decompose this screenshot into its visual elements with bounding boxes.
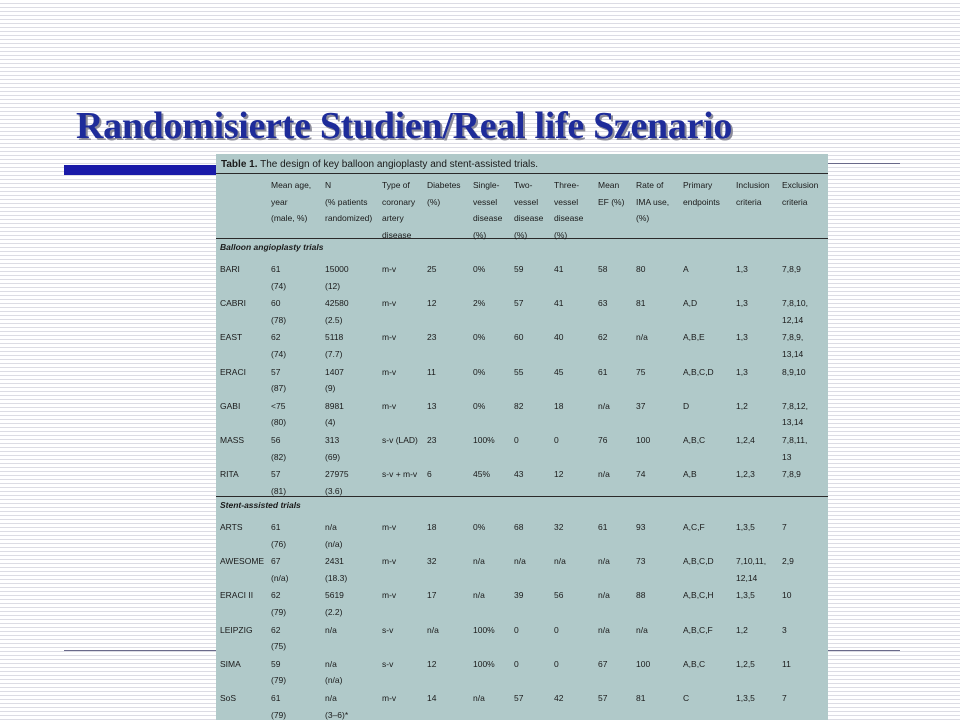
table-cell: n/a: [598, 556, 610, 567]
table-cell: A,B,C: [683, 658, 706, 669]
table-cell: 100: [636, 658, 651, 669]
table-cell: 100%: [473, 658, 495, 669]
table-cell: A,B,C,H: [683, 590, 714, 601]
section-title: Stent-assisted trials: [220, 500, 301, 510]
table-cell: 25: [427, 264, 437, 274]
table-cell: 0: [554, 658, 559, 669]
trial-name: SoS: [220, 693, 237, 703]
table-cell: C: [683, 693, 690, 703]
table-cell: m-v: [382, 400, 397, 411]
table-cell: 7,10,11, 12,14: [736, 556, 767, 583]
table-cell: 18: [427, 522, 437, 532]
table-cell: 100%: [473, 435, 495, 445]
table-cell: 42580 (2.5): [325, 298, 349, 325]
column-header: Inclusion criteria: [736, 180, 770, 207]
table-cell: 57 (81): [271, 469, 287, 496]
table-cell: 0%: [473, 264, 486, 274]
table-cell: 62 (74): [271, 332, 287, 359]
table-cell: 1,2,3: [736, 469, 755, 480]
table-row: [216, 398, 828, 432]
table-cell: 0: [514, 624, 519, 635]
table-cell: 67: [598, 658, 608, 669]
table-cell: n/a: [636, 332, 648, 343]
table-cell: 80: [636, 264, 646, 274]
table-cell: m-v: [382, 556, 397, 567]
table-cell: 23: [427, 332, 437, 343]
table-cell: m-v: [382, 366, 397, 377]
column-header: Three- vessel disease (%): [554, 180, 584, 240]
table-cell: 76: [598, 435, 608, 445]
column-header: Two- vessel disease (%): [514, 180, 544, 240]
table-cell: 61: [598, 522, 608, 532]
trial-name: CABRI: [220, 298, 246, 309]
table-cell: n/a: [325, 624, 337, 635]
table-cell: A: [683, 264, 689, 274]
table-cell: 93: [636, 522, 646, 532]
column-header: Mean age, year (male, %): [271, 180, 312, 223]
table-row: [216, 295, 828, 329]
table-cell: 32: [554, 522, 564, 532]
table-cell: n/a (3–6)*: [325, 693, 349, 720]
trials-table-image: [216, 154, 828, 720]
table-cell: n/a: [473, 590, 485, 601]
column-header: Mean EF (%): [598, 180, 625, 207]
table-cell: 57: [514, 298, 524, 309]
divider-line-bottom-left: [64, 650, 216, 651]
table-row: [216, 519, 828, 553]
table-cell: A,B,C,F: [683, 624, 713, 635]
table-cell: s-v (LAD): [382, 435, 418, 445]
section-title: Balloon angioplasty trials: [220, 242, 324, 252]
table-cell: 12: [427, 298, 437, 309]
table-cell: A,B,C: [683, 435, 706, 445]
table-cell: 8981 (4): [325, 400, 344, 428]
column-header: Type of coronary artery disease: [382, 180, 416, 240]
table-cell: 0: [554, 624, 559, 635]
table-cell: 1,3,5: [736, 590, 755, 601]
table-cell: 3: [782, 624, 787, 635]
table-cell: m-v: [382, 693, 397, 703]
table-cell: 42: [554, 693, 564, 703]
table-cell: 6: [427, 469, 432, 480]
table-cell: 100: [636, 435, 651, 445]
table-cell: 63: [598, 298, 608, 309]
table-cell: 7: [782, 693, 787, 703]
table-cell: 1,2,4: [736, 435, 755, 445]
table-cell: n/a: [598, 469, 610, 480]
table-cell: 68: [514, 522, 524, 532]
table-cell: 1407 (9): [325, 366, 344, 394]
table-cell: m-v: [382, 332, 397, 343]
column-header: Rate of IMA use, (%): [636, 180, 670, 223]
table-cell: 8,9,10: [782, 366, 806, 377]
table-cell: 62 (75): [271, 624, 287, 652]
table-row: [216, 587, 828, 621]
table-row: [216, 466, 828, 500]
table-cell: 56: [554, 590, 564, 601]
table-caption-text: The design of key balloon angioplasty and stent-assisted trials.: [257, 159, 539, 170]
table-cell: 37: [636, 400, 646, 411]
table-cell: 7,8,9: [782, 469, 801, 480]
table-cell: 100%: [473, 624, 495, 635]
table-row: [216, 622, 828, 656]
column-header: Diabetes (%): [427, 180, 461, 207]
table-cell: 40: [554, 332, 564, 343]
table-cell: 0: [554, 435, 559, 445]
table-cell: 59 (79): [271, 658, 287, 686]
table-cell: 7,8,9, 13,14: [782, 332, 804, 359]
table-cell: 57: [514, 693, 524, 703]
table-cell: 7: [782, 522, 787, 532]
table-cell: 45%: [473, 469, 491, 480]
table-cell: n/a: [473, 556, 485, 567]
table-cell: 7,8,11, 13: [782, 435, 808, 462]
table-row: [216, 656, 828, 690]
table-cell: 60: [514, 332, 524, 343]
table-cell: 313 (69): [325, 435, 341, 462]
table-cell: A,B,E: [683, 332, 705, 343]
table-cell: 7,8,12, 13,14: [782, 400, 808, 428]
table-cell: m-v: [382, 298, 397, 309]
table-cell: 0%: [473, 366, 486, 377]
table-cell: 41: [554, 264, 564, 274]
table-cell: m-v: [382, 590, 397, 601]
table-cell: 15000 (12): [325, 264, 349, 291]
trial-name: GABI: [220, 400, 241, 411]
table-cell: 67 (n/a): [271, 556, 289, 583]
table-cell: 11: [427, 366, 436, 377]
table-cell: 0%: [473, 400, 486, 411]
table-cell: 23: [427, 435, 437, 445]
table-cell: 0: [514, 435, 519, 445]
table-cell: n/a: [554, 556, 566, 567]
table-cell: 45: [554, 366, 564, 377]
trial-name: ERACI II: [220, 590, 254, 601]
table-cell: 5118 (7.7): [325, 332, 344, 359]
column-header: Exclusion criteria: [782, 180, 819, 207]
table-cell: 12: [427, 658, 437, 669]
table-cell: m-v: [382, 264, 397, 274]
trial-name: MASS: [220, 435, 245, 445]
table-cell: 1,2: [736, 624, 748, 635]
table-cell: 18: [554, 400, 564, 411]
table-cell: 7,8,10, 12,14: [782, 298, 808, 325]
table-cell: A,D: [683, 298, 698, 309]
table-caption: [221, 159, 538, 170]
column-header: Primary endpoints: [683, 180, 720, 207]
trial-name: RITA: [220, 469, 239, 480]
table-cell: 62: [598, 332, 608, 343]
divider-line-bottom-right: [828, 650, 900, 651]
table-cell: 81: [636, 693, 646, 703]
table-row: [216, 553, 828, 587]
table-cell: 14: [427, 693, 437, 703]
table-cell: 56 (82): [271, 435, 287, 462]
table-cell: D: [683, 400, 690, 411]
trial-name: SIMA: [220, 658, 241, 669]
table-cell: 0: [514, 658, 519, 669]
table-cell: 59: [514, 264, 524, 274]
table-cell: n/a (n/a): [325, 658, 343, 686]
table-cell: 82: [514, 400, 524, 411]
table-cell: s-v: [382, 658, 394, 669]
table-cell: 81: [636, 298, 646, 309]
table-cell: 60 (78): [271, 298, 287, 325]
title-accent-bar: [64, 165, 216, 175]
table-cell: 17: [427, 590, 437, 601]
table-cell: A,B: [683, 469, 697, 480]
table-cell: n/a: [514, 556, 526, 567]
table-cell: n/a (n/a): [325, 522, 343, 549]
table-cell: 55: [514, 366, 524, 377]
table-row: [216, 261, 828, 295]
table-cell: 11: [782, 658, 791, 669]
table-cell: m-v: [382, 522, 397, 532]
column-header: N (% patients randomized): [325, 180, 373, 223]
table-cell: 62 (79): [271, 590, 287, 617]
trial-name: BARI: [220, 264, 240, 274]
table-cell: 32: [427, 556, 437, 567]
table-cell: n/a: [427, 624, 439, 635]
table-cell: 61 (74): [271, 264, 287, 291]
table-cell: <75 (80): [271, 400, 287, 428]
table-cell: 88: [636, 590, 646, 601]
table-row: [216, 690, 828, 720]
divider-line-top-right: [828, 163, 900, 164]
table-cell: 73: [636, 556, 646, 567]
table-cell: 2,9: [782, 556, 794, 567]
table-cell: 13: [427, 400, 437, 411]
table-row: [216, 364, 828, 398]
table-cell: A,C,F: [683, 522, 705, 532]
table-cell: 1,3,5: [736, 522, 755, 532]
trial-name: EAST: [220, 332, 243, 343]
table-cell: s-v: [382, 624, 394, 635]
table-cell: 43: [514, 469, 524, 480]
table-row: [216, 432, 828, 466]
table-cell: 2431 (18.3): [325, 556, 348, 583]
table-cell: 0%: [473, 332, 486, 343]
table-cell: 1,3,5: [736, 693, 755, 703]
table-cell: n/a: [473, 693, 485, 703]
table-cell: 41: [554, 298, 564, 309]
table-cell: 7,8,9: [782, 264, 801, 274]
table-cell: 10: [782, 590, 792, 601]
table-cell: 57 (87): [271, 366, 287, 394]
table-cell: n/a: [598, 590, 610, 601]
table-cell: A,B,C,D: [683, 556, 714, 567]
table-cell: n/a: [636, 624, 648, 635]
table-cell: 1,2: [736, 400, 748, 411]
table-cell: s-v + m-v: [382, 469, 418, 480]
table-cell: 61 (76): [271, 522, 287, 549]
table-cell: 75: [636, 366, 646, 377]
table-cell: 2%: [473, 298, 486, 309]
table-cell: 5619 (2.2): [325, 590, 344, 617]
table-cell: 1,3: [736, 264, 748, 274]
trial-name: ARTS: [220, 522, 243, 532]
table-cell: n/a: [598, 400, 610, 411]
column-header: Single- vessel disease (%): [473, 180, 503, 240]
table-cell: 61: [598, 366, 608, 377]
trial-name: LEIPZIG: [220, 624, 253, 635]
table-cell: 0%: [473, 522, 486, 532]
table-cell: 57: [598, 693, 608, 703]
table-cell: 1,3: [736, 298, 748, 309]
table-cell: 27975 (3.6): [325, 469, 349, 496]
table-cell: A,B,C,D: [683, 366, 714, 377]
trial-name: ERACI: [220, 366, 246, 377]
table-rule-top: [216, 173, 828, 174]
table-cell: 1,2,5: [736, 658, 755, 669]
table-cell: 1,3: [736, 332, 748, 343]
trial-name: AWESOME: [220, 556, 265, 567]
slide-title: Randomisierte Studien/Real life Szenario: [76, 105, 733, 147]
table-caption-label: Table 1.: [221, 159, 258, 170]
table-cell: n/a: [598, 624, 610, 635]
table-cell: 1,3: [736, 366, 748, 377]
table-cell: 61 (79): [271, 693, 287, 720]
table-row: [216, 329, 828, 363]
table-cell: 58: [598, 264, 608, 274]
table-cell: 12: [554, 469, 564, 480]
table-cell: 74: [636, 469, 646, 480]
table-cell: 39: [514, 590, 524, 601]
